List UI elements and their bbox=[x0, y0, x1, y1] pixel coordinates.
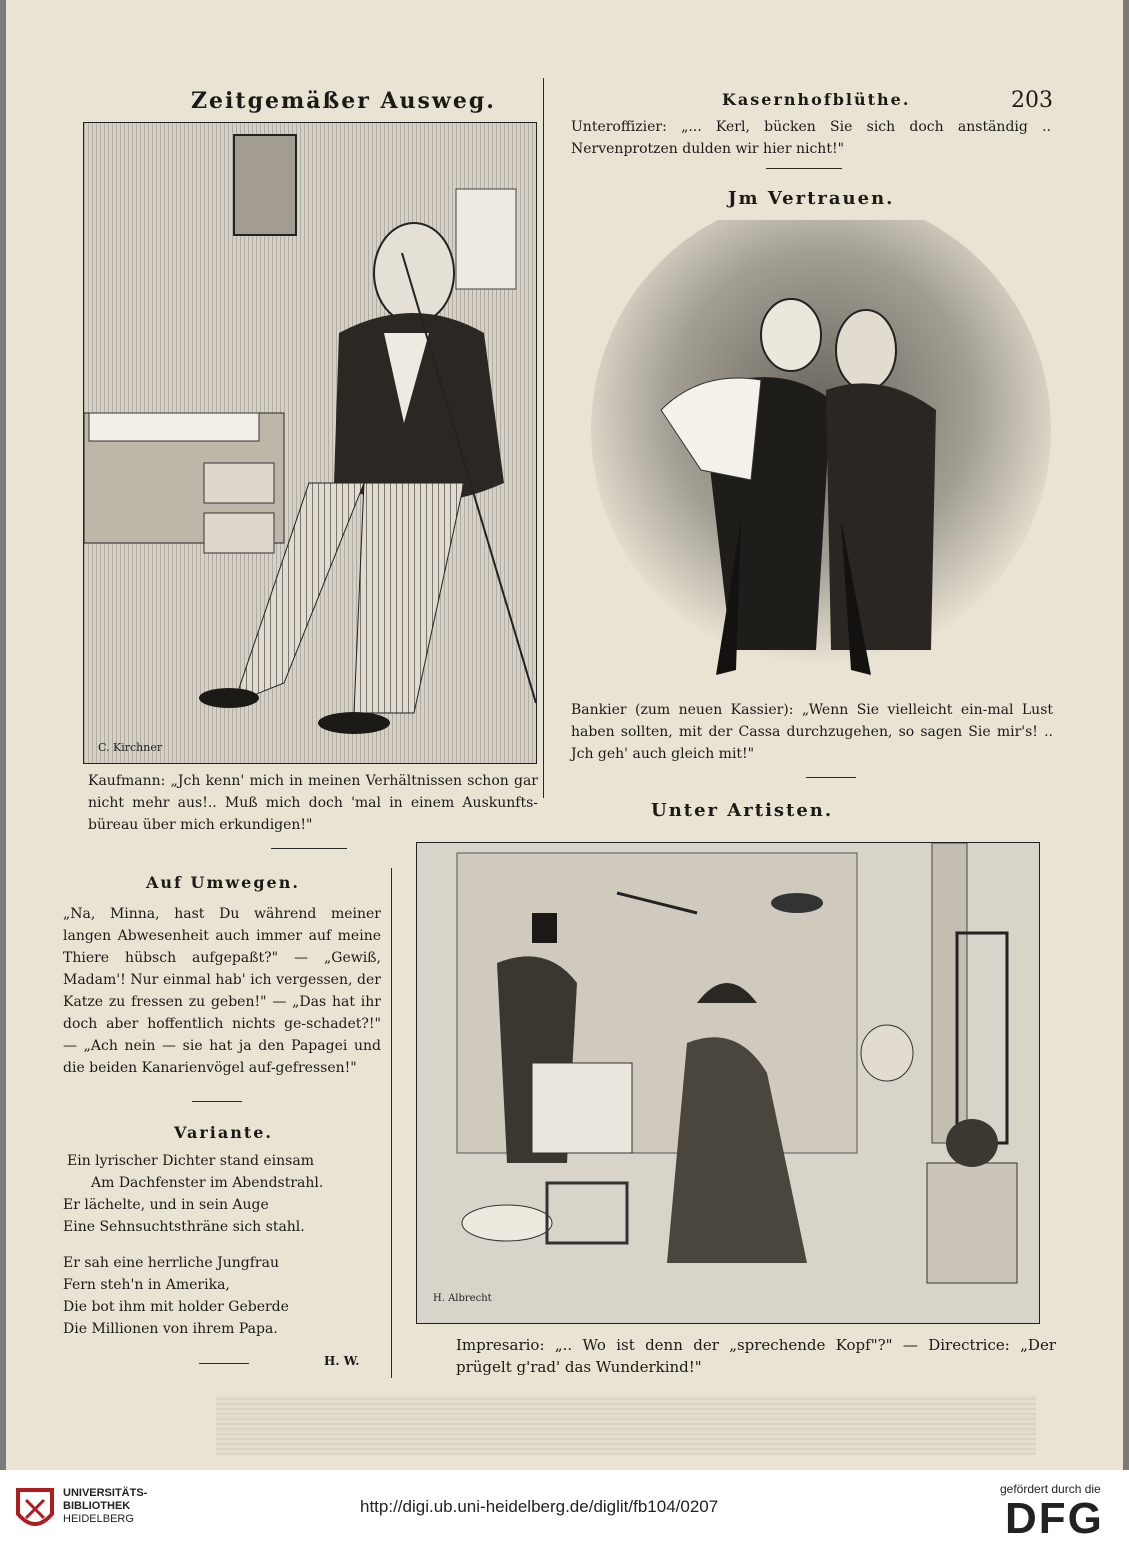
divider-rule bbox=[199, 1363, 249, 1364]
poem-line: Er lächelte, und in sein Auge bbox=[63, 1197, 269, 1213]
caption-kaufmann: Kaufmann: „Jch kenn' mich in meinen Verhältnissen schon gar nicht mehr aus!.. Muß mich doch 'mal in einem Auskunfts-büreau über mich erkundigen!" bbox=[88, 773, 538, 833]
divider-rule bbox=[766, 168, 842, 169]
poem-line: Die bot ihm mit holder Geberde bbox=[63, 1299, 289, 1315]
dfg-logo: DFG bbox=[1005, 1494, 1104, 1543]
illustration-merchant bbox=[83, 122, 537, 764]
title-auf-umwegen: Auf Umwegen. bbox=[146, 873, 300, 892]
text-unteroffizier: Unteroffizier: „... Kerl, bücken Sie sich doch anständig .. Nervenprotzen dulden wir hier nicht!" bbox=[571, 119, 1051, 157]
title-zeitgemaesser-ausweg: Zeitgemäßer Ausweg. bbox=[191, 88, 496, 114]
library-line: UNIVERSITÄTS- bbox=[63, 1487, 148, 1499]
illustration-artists-drawing bbox=[417, 843, 1039, 1323]
funding-note: gefördert durch die bbox=[1000, 1482, 1101, 1496]
page-number: 203 bbox=[1011, 88, 1053, 113]
author-initials: H. W. bbox=[324, 1354, 360, 1368]
footer-bar bbox=[0, 1470, 1129, 1552]
page-url-link[interactable]: http://digi.ub.uni-heidelberg.de/diglit/fb104/0207 bbox=[360, 1497, 719, 1516]
illustration-artists bbox=[416, 842, 1040, 1324]
caption-bankier: Bankier (zum neuen Kassier): „Wenn Sie vielleicht ein-mal Lust haben sollten, mit der Cassa durchzugehen, so sagen Sie mir's! .. Jch geh' auch gleich mit!" bbox=[571, 702, 1053, 762]
university-logo-icon bbox=[12, 1484, 58, 1536]
bleed-through-area bbox=[216, 1395, 1036, 1455]
poem-line: Fern steh'n in Amerika, bbox=[63, 1277, 230, 1293]
illustration-merchant-drawing bbox=[84, 123, 536, 763]
poem-line: Er sah eine herrliche Jungfrau bbox=[63, 1255, 279, 1271]
divider-rule bbox=[192, 1101, 242, 1102]
artist-signature-kirchner: C. Kirchner bbox=[98, 741, 163, 754]
title-im-vertrauen: Jm Vertrauen. bbox=[728, 188, 895, 209]
title-kasernhofbluethe: Kasernhofblüthe. bbox=[722, 90, 911, 109]
artist-signature-albrecht: H. Albrecht bbox=[433, 1293, 492, 1304]
magazine-page bbox=[6, 0, 1123, 1470]
library-name bbox=[63, 1487, 147, 1526]
column-rule bbox=[543, 78, 544, 798]
poem-variante bbox=[63, 1150, 373, 1340]
illustration-bankers-drawing bbox=[581, 220, 1051, 690]
library-line: BIBLIOTHEK bbox=[63, 1500, 131, 1512]
title-variante: Variante. bbox=[174, 1123, 273, 1142]
title-unter-artisten: Unter Artisten. bbox=[651, 800, 834, 821]
divider-rule bbox=[806, 777, 856, 778]
illustration-bankers bbox=[581, 220, 1051, 690]
poem-line: Eine Sehnsuchtsthräne sich stahl. bbox=[63, 1219, 305, 1235]
divider-rule bbox=[271, 848, 347, 849]
library-line: HEIDELBERG bbox=[63, 1513, 134, 1525]
column-rule-lower bbox=[391, 868, 392, 1378]
text-auf-umwegen: „Na, Minna, hast Du während meiner langen Abwesenheit auch immer auf meine Thiere hübsch aufgepaßt?" — „Gewiß, Madam'! Nur einmal hab' ich vergessen, der Katze zu fressen zu geben!" — „Das hat ihr doch aber hoffentlich nichts ge-schadet?!" — „Ach nein — sie hat ja den Papagei und die beiden Kanarienvögel auf-gefressen!" bbox=[63, 906, 381, 1076]
poem-line: Ein lyrischer Dichter stand einsam bbox=[67, 1153, 314, 1169]
poem-line: Die Millionen von ihrem Papa. bbox=[63, 1321, 278, 1337]
poem-line: Am Dachfenster im Abendstrahl. bbox=[91, 1175, 324, 1191]
caption-impresario: Impresario: „.. Wo ist denn der „sprechende Kopf"?" — Directrice: „Der prügelt g'rad' das Wunderkind!" bbox=[456, 1336, 1056, 1376]
